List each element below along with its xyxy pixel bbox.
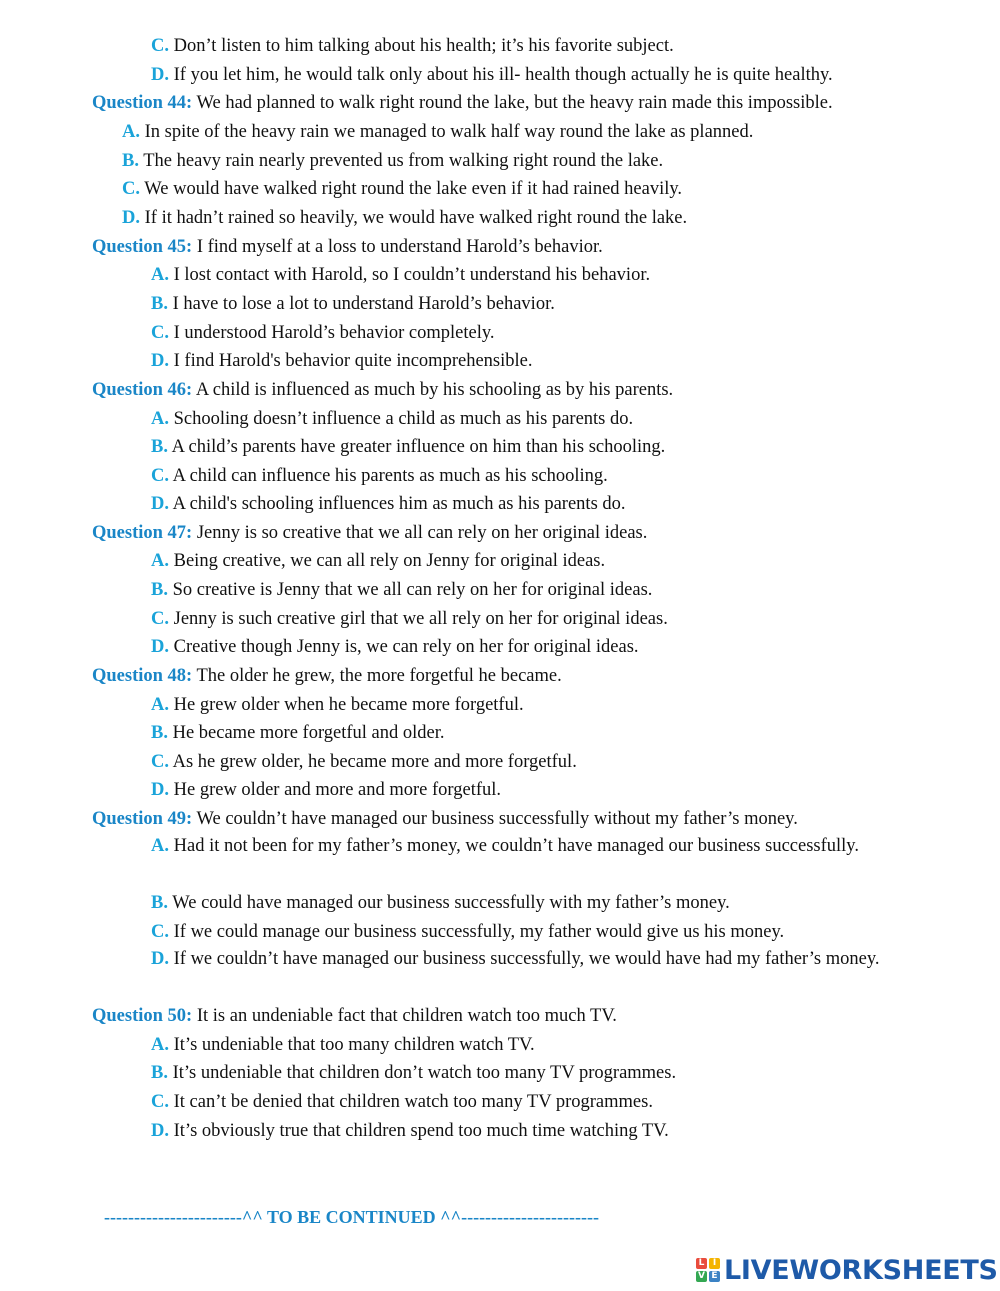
option-label: B. — [151, 437, 168, 457]
option-label: B. — [151, 1063, 168, 1083]
option-text: As he grew older, he became more and more forgetful. — [169, 752, 577, 772]
option-text: I find Harold's behavior quite incomprehensible. — [169, 351, 533, 371]
option-text: If we could manage our business successfully, my father would give us his money. — [169, 922, 785, 942]
option-label: A. — [151, 265, 169, 285]
option-label: C. — [151, 323, 169, 343]
option-text: We would have walked right round the lake even if it had rained heavily. — [140, 179, 683, 199]
option-line — [122, 120, 753, 144]
question-label: Question 48: — [92, 666, 193, 686]
option-text: If we couldn’t have managed our business successfully, we would have had my father’s money. — [169, 949, 880, 969]
option-text: A child can influence his parents as much as his schooling. — [169, 466, 608, 486]
question-text: I find myself at a loss to understand Harold’s behavior. — [192, 237, 603, 257]
option-text: It’s undeniable that children don’t watch too many TV programmes. — [167, 1063, 677, 1083]
option-line — [122, 177, 682, 201]
question-label: Question 45: — [92, 237, 193, 257]
question-label: Question 46: — [92, 380, 193, 400]
option-label: A. — [151, 409, 169, 429]
option-line — [151, 891, 730, 915]
option-line — [151, 693, 524, 717]
option-label: C. — [122, 179, 140, 199]
option-label: B. — [151, 580, 168, 600]
question-49 — [92, 807, 798, 831]
option-text: The heavy rain nearly prevented us from walking right round the lake. — [138, 151, 664, 171]
question-text: We had planned to walk right round the lake, but the heavy rain made this impossible. — [192, 93, 833, 113]
question-48 — [92, 664, 562, 688]
option-text: A child's schooling influences him as much as his parents do. — [169, 494, 626, 514]
option-text: Don’t listen to him talking about his health; it’s his favorite subject. — [169, 36, 674, 56]
option-text: It’s undeniable that too many children watch TV. — [169, 1035, 535, 1055]
logo-blocks-icon — [696, 1258, 720, 1282]
option-line — [151, 607, 668, 631]
option-label: A. — [151, 836, 169, 856]
option-line — [151, 464, 608, 488]
option-text: It can’t be denied that children watch too many TV programmes. — [169, 1092, 653, 1112]
question-46 — [92, 378, 673, 402]
option-line — [151, 778, 501, 802]
question-label: Question 49: — [92, 809, 193, 829]
option-text: Creative though Jenny is, we can rely on her for original ideas. — [169, 637, 639, 657]
option-line — [151, 321, 495, 345]
option-label: D. — [151, 949, 169, 969]
option-line — [151, 578, 652, 602]
option-label: C. — [151, 752, 169, 772]
option-text: I understood Harold’s behavior completely. — [169, 323, 495, 343]
option-line — [151, 1119, 669, 1143]
question-47 — [92, 521, 647, 545]
liveworksheets-logo[interactable] — [696, 1254, 998, 1286]
option-text: Being creative, we can all rely on Jenny for original ideas. — [169, 551, 606, 571]
option-line — [151, 492, 626, 516]
option-label: C. — [151, 1092, 169, 1112]
option-label: A. — [151, 695, 169, 715]
option-line — [151, 1090, 653, 1114]
option-label: A. — [151, 551, 169, 571]
option-label: C. — [151, 466, 169, 486]
option-label: A. — [122, 122, 140, 142]
option-label: D. — [122, 208, 140, 228]
option-text: Schooling doesn’t influence a child as much as his parents do. — [169, 409, 634, 429]
option-line — [122, 206, 687, 230]
option-label: D. — [151, 780, 169, 800]
option-line — [151, 750, 577, 774]
question-label: Question 50: — [92, 1006, 193, 1026]
option-line — [151, 920, 784, 944]
option-line — [151, 435, 665, 459]
option-text: It’s obviously true that children spend too much time watching TV. — [169, 1121, 669, 1141]
option-text: In spite of the heavy rain we managed to walk half way round the lake as planned. — [140, 122, 754, 142]
option-label: D. — [151, 351, 169, 371]
option-line — [151, 407, 633, 431]
option-line — [151, 349, 532, 373]
option-label: B. — [151, 893, 168, 913]
question-label: Question 44: — [92, 93, 193, 113]
option-text: So creative is Jenny that we all can rely on her for original ideas. — [167, 580, 653, 600]
brand-name: LIVEWORKSHEETS — [724, 1254, 998, 1286]
option-text: If you let him, he would talk only about his ill- health though actually he is quite healthy. — [169, 65, 833, 85]
option-text: If it hadn’t rained so heavily, we would have walked right round the lake. — [140, 208, 688, 228]
question-text: Jenny is so creative that we all can rely on her original ideas. — [192, 523, 648, 543]
option-line — [122, 149, 663, 173]
option-text: He grew older and more and more forgetful. — [169, 780, 502, 800]
option-label: C. — [151, 922, 169, 942]
option-label: A. — [151, 1035, 169, 1055]
option-line — [151, 1033, 535, 1057]
option-label: D. — [151, 1121, 169, 1141]
continued-footer: -----------------------^^ TO BE CONTINUED ^^----------------------- — [104, 1207, 599, 1227]
logo-letter: I — [709, 1258, 720, 1269]
option-label: D. — [151, 494, 169, 514]
option-text: I have to lose a lot to understand Harold’s behavior. — [167, 294, 555, 314]
question-text: We couldn’t have managed our business successfully without my father’s money. — [192, 809, 798, 829]
option-text: We could have managed our business successfully with my father’s money. — [167, 893, 730, 913]
option-line — [151, 549, 605, 573]
option-label: C. — [151, 609, 169, 629]
question-text: It is an undeniable fact that children watch too much TV. — [192, 1006, 617, 1026]
option-line — [151, 263, 650, 287]
option-line — [151, 833, 901, 860]
option-label: B. — [151, 723, 168, 743]
question-50 — [92, 1004, 617, 1028]
option-line — [151, 34, 674, 58]
option-label: B. — [122, 151, 139, 171]
option-line — [151, 946, 901, 973]
question-label: Question 47: — [92, 523, 193, 543]
option-line — [151, 635, 639, 659]
question-45 — [92, 235, 603, 259]
option-text: He grew older when he became more forgetful. — [169, 695, 524, 715]
option-text: Had it not been for my father’s money, we couldn’t have managed our business successfully. — [169, 836, 859, 856]
option-line — [151, 721, 445, 745]
logo-letter: V — [696, 1271, 707, 1282]
logo-letter: L — [696, 1258, 707, 1269]
option-label: D. — [151, 65, 169, 85]
logo-letter: E — [709, 1271, 720, 1282]
question-text: A child is influenced as much by his schooling as by his parents. — [192, 380, 674, 400]
question-text: The older he grew, the more forgetful he became. — [192, 666, 562, 686]
option-text: A child’s parents have greater influence on him than his schooling. — [167, 437, 666, 457]
option-label: D. — [151, 637, 169, 657]
option-label: C. — [151, 36, 169, 56]
option-line — [151, 63, 833, 87]
option-text: He became more forgetful and older. — [167, 723, 445, 743]
option-text: I lost contact with Harold, so I couldn’t understand his behavior. — [169, 265, 651, 285]
option-line — [151, 1061, 676, 1085]
question-44 — [92, 91, 833, 115]
option-text: Jenny is such creative girl that we all rely on her for original ideas. — [169, 609, 668, 629]
option-line — [151, 292, 555, 316]
option-label: B. — [151, 294, 168, 314]
